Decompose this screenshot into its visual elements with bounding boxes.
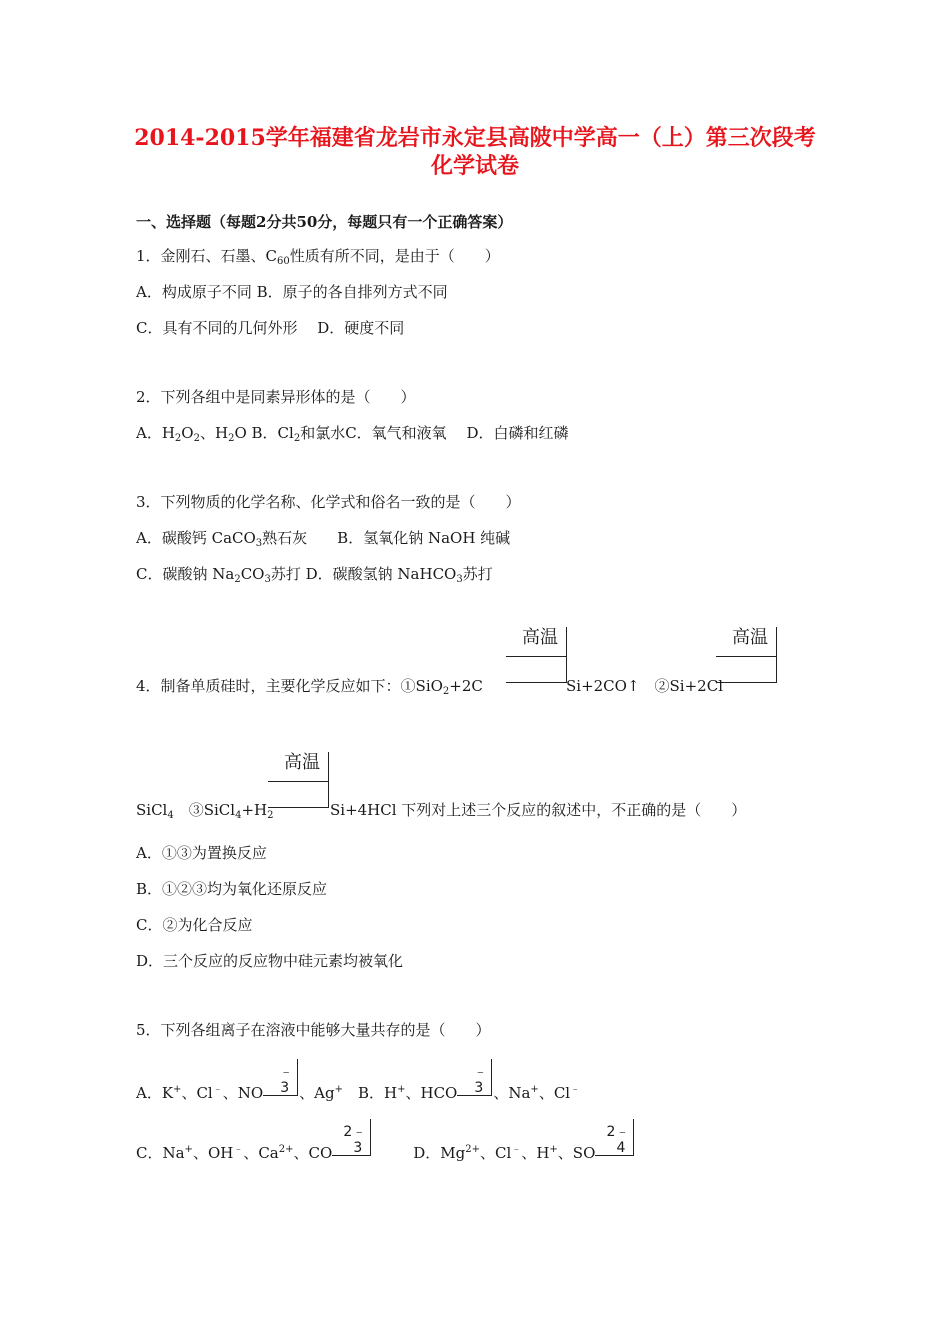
q4-t2: +2C [449,677,483,695]
carbonate-count: 3 [353,1140,363,1156]
q5-sup1: + [173,1084,182,1095]
q4-option-a: A．①③为置换反应 [136,844,267,862]
q5-sup10: 2+ [465,1144,481,1155]
nitrate-ion-notation [263,1064,299,1098]
q5-sup6: ﹣ [570,1084,581,1095]
condition-rule-2a [716,656,776,657]
q5-t10: 、OH [192,1144,234,1162]
q4-option-c: C．②为化合反应 [136,916,253,934]
title-line-1: 2014-2015学年福建省龙岩市永定县高陂中学高一（上）第三次段考 [134,125,816,151]
q4-option-b: B．①②③均为氧化还原反应 [136,880,328,898]
reaction-condition-3 [268,752,329,808]
q3-options-cd [136,564,493,584]
q5-options-cd [136,1124,635,1163]
page-title [60,124,890,180]
condition-label-2: 高温 [732,627,768,648]
q2-s2: 2 [193,433,200,444]
q4-line-1b: Si+2CO↑ ②Si+2Cl [566,677,723,695]
section-heading: 一、选择题（每题2分共50分，每题只有一个正确答案） [136,213,513,231]
q5-t4: 、Ag [299,1084,335,1102]
nitrate-charge: ﹣ [279,1064,294,1080]
sulfate-ion-notation [595,1124,635,1158]
q4-line-1 [136,676,483,696]
q1-stem-text-2: 性质有所不同，是由于（ ） [289,247,500,265]
carbonate-charge: 2﹣ [343,1124,367,1140]
q5-t1: A．K [136,1084,174,1102]
q5-sup4: + [397,1084,406,1095]
q5-t13: D．Mg [398,1144,466,1162]
q4-line-2b: Si+4HCl 下列对上述三个反应的叙述中，不正确的是（ ） [330,801,747,819]
q5-t16: 、SO [557,1144,596,1162]
q4-line-2 [136,800,274,820]
title-line-2: 化学试卷 [430,153,519,179]
q3-s3: 3 [264,574,271,585]
q5-t12: 、CO [293,1144,333,1162]
bicarbonate-count: 3 [474,1080,484,1096]
sulfate-count: 4 [616,1140,626,1156]
q1-stem [136,246,500,266]
condition-rule-3a [268,781,328,782]
condition-rule-1a [506,656,566,657]
q5-t6: 、HCO [405,1084,458,1102]
q3-t4: CO [240,565,265,583]
q3-t2: 熟石灰 B．氢氧化钠 NaOH 纯碱 [262,529,511,547]
q5-sup8: ﹣ [233,1144,244,1155]
q2-stem: 2．下列各组中是同素异形体的是（ ） [136,388,416,406]
q4-t5: +H [241,801,268,819]
q5-t9: C．Na [136,1144,185,1162]
q4-s3: 4 [235,810,242,821]
q5-t8: 、Cl [538,1084,571,1102]
bicarbonate-ion-notation [457,1064,493,1098]
condition-label-3: 高温 [284,752,320,773]
q1-stem-text: 1．金刚石、石墨、C [136,247,278,265]
q5-t15: 、H [521,1144,550,1162]
q4-t4: ③SiCl [173,801,236,819]
q1-sub: 60 [277,256,290,267]
q5-sup3: + [334,1084,343,1095]
q4-s2: 4 [167,810,174,821]
q2-t5: 和氯水C．氧气和液氧 D．白磷和红磷 [300,424,569,442]
q3-stem: 3．下列物质的化学名称、化学式和俗名一致的是（ ） [136,493,521,511]
q5-options-ab [136,1064,581,1103]
q3-t1: A．碳酸钙 CaCO [136,529,256,547]
q4-s4: 2 [267,810,274,821]
q4-s1: 2 [442,686,450,697]
q5-sup11: ﹣ [511,1144,522,1155]
q2-s4: 2 [293,433,301,444]
carbonate-ion-notation [332,1124,372,1158]
q5-t14: 、Cl [480,1144,512,1162]
q2-t2: O [181,424,194,442]
q4-option-d: D．三个反应的反应物中硅元素均被氧化 [136,952,404,970]
q5-t3: 、NO [222,1084,264,1102]
q2-t3: 、H [199,424,229,442]
condition-rule-3b [268,807,328,808]
q2-options [136,423,568,443]
q5-sup9: 2+ [278,1144,294,1155]
q2-t1: A．H [136,424,175,442]
bicarbonate-charge: ﹣ [473,1064,488,1080]
q5-t5: B．H [342,1084,398,1102]
q5-sup2: ﹣ [212,1084,223,1095]
q5-t11: 、Ca [243,1144,279,1162]
q5-sup12: + [549,1144,558,1155]
q1-options-ab: A．构成原子不同 B．原子的各自排列方式不同 [136,283,448,301]
q2-t4: O B．Cl [234,424,294,442]
q3-t6: 苏打 [462,565,493,583]
q4-t1: 4．制备单质硅时，主要化学反应如下：①SiO [136,677,443,695]
q3-options-ab [136,528,510,548]
q5-sup5: + [530,1084,539,1095]
q3-s2: 2 [234,574,241,585]
q5-t7: 、Na [493,1084,531,1102]
q3-s1: 3 [255,538,263,549]
condition-rule-2b [716,682,776,683]
nitrate-count: 3 [280,1080,290,1096]
q5-stem: 5．下列各组离子在溶液中能够大量共存的是（ ） [136,1021,491,1039]
q1-options-cd: C．具有不同的几何外形 D．硬度不同 [136,319,405,337]
q4-t3: SiCl [136,801,168,819]
q5-t2: 、Cl [181,1084,213,1102]
reaction-condition-2 [716,627,777,683]
q3-t3: C．碳酸钠 Na [136,565,235,583]
q5-sup7: + [184,1144,193,1155]
q2-s1: 2 [174,433,182,444]
condition-label-1: 高温 [522,627,558,648]
condition-rule-1b [506,682,566,683]
q3-t5: 苏打 D．碳酸氢钠 NaHCO [270,565,457,583]
reaction-condition-1 [506,627,567,683]
q3-s4: 3 [456,574,463,585]
sulfate-charge: 2﹣ [606,1124,630,1140]
q2-s3: 2 [228,433,235,444]
